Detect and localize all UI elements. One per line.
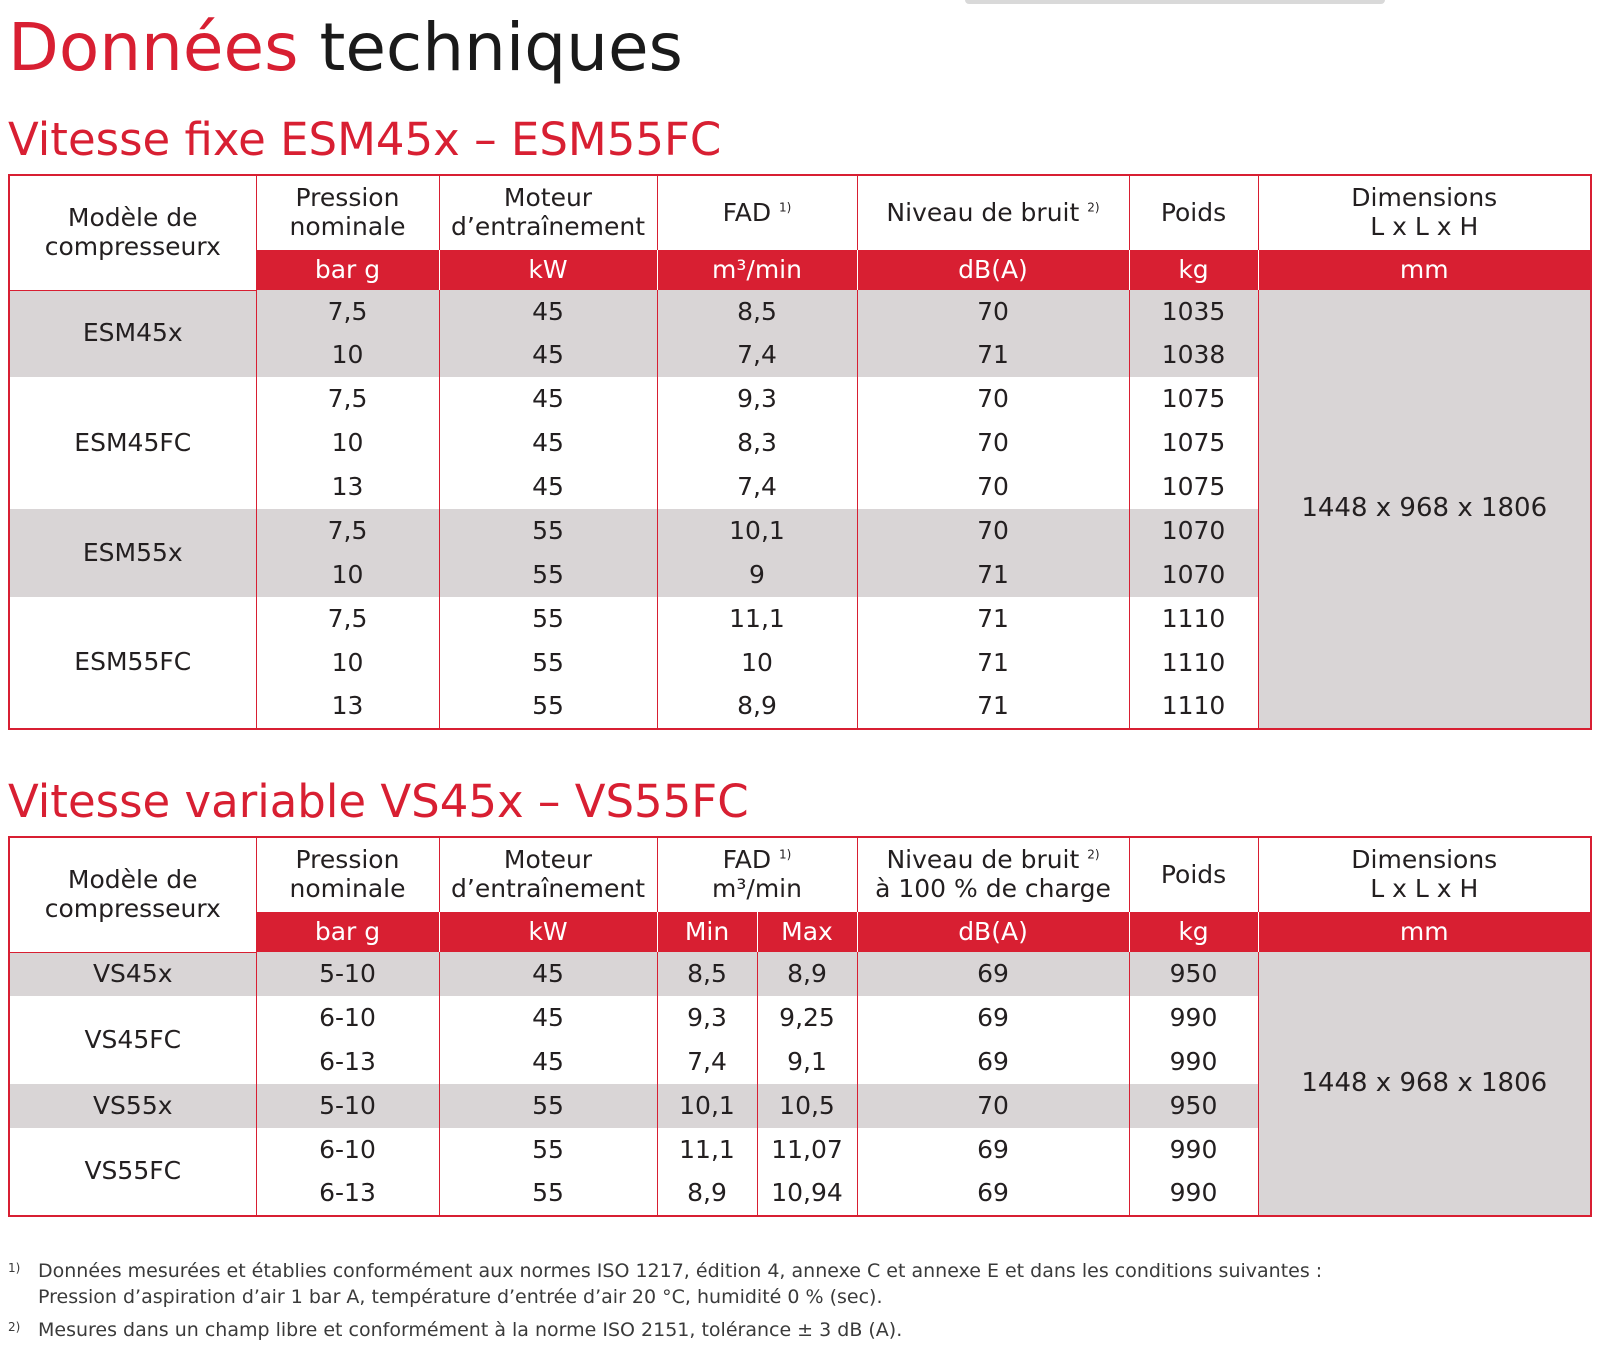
weight-cell: 1035	[1129, 290, 1258, 334]
noise-cell: 69	[857, 1172, 1129, 1216]
weight-cell: 990	[1129, 1128, 1258, 1172]
weight-cell: 1075	[1129, 465, 1258, 509]
footnote-2-line1: Mesures dans un champ libre et conformément à la norme ISO 2151, tolérance ± 3 dB (A).	[38, 1319, 903, 1341]
pressure-cell: 13	[256, 685, 439, 729]
noise-cell: 71	[857, 597, 1129, 641]
noise-cell: 70	[857, 509, 1129, 553]
fad-max-cell: 10,94	[757, 1172, 857, 1216]
pressure-cell: 6-13	[256, 1172, 439, 1216]
pressure-cell: 7,5	[256, 290, 439, 334]
footnotes	[8, 1258, 1588, 1350]
weight-cell: 1110	[1129, 685, 1258, 729]
pressure-cell: 5-10	[256, 1084, 439, 1128]
unit-weight: kg	[1129, 912, 1258, 952]
page-title-part1: Données	[8, 9, 299, 86]
unit-weight: kg	[1129, 250, 1258, 290]
header-fad-footnote-mark: 1)	[779, 200, 792, 215]
unit-fad-min: Min	[657, 912, 757, 952]
fad-max-cell: 10,5	[757, 1084, 857, 1128]
header-noise-line2: à 100 % de charge	[875, 874, 1111, 903]
variable-spec-table	[8, 836, 1592, 1217]
motor-cell: 55	[439, 597, 657, 641]
fixed-header-row	[9, 175, 1591, 250]
header-noise-label: Niveau de bruit	[886, 845, 1080, 875]
header-dimensions	[1258, 837, 1591, 912]
unit-dimensions: mm	[1258, 912, 1591, 952]
pressure-cell: 7,5	[256, 509, 439, 553]
noise-cell: 70	[857, 377, 1129, 421]
fixed-section-title: Vitesse fixe ESM45x – ESM55FC	[8, 113, 722, 166]
top-decoration-line	[965, 0, 1385, 4]
model-cell: VS55FC	[84, 1156, 182, 1186]
header-noise-footnote-mark: 2)	[1087, 847, 1100, 862]
fad-min-cell: 8,5	[657, 952, 757, 996]
header-fad	[657, 175, 857, 250]
pressure-cell: 7,5	[256, 377, 439, 421]
unit-fad-max: Max	[757, 912, 857, 952]
footnote-1-line2: Pression d’aspiration d’air 1 bar A, température d’entrée d’air 20 °C, humidité 0 % (sec).	[38, 1286, 883, 1308]
motor-cell: 55	[439, 1128, 657, 1172]
footnote-1	[8, 1258, 1588, 1310]
weight-cell: 1070	[1129, 509, 1258, 553]
weight-cell: 990	[1129, 1172, 1258, 1216]
model-cell: ESM45x	[9, 290, 256, 377]
motor-cell: 55	[439, 1084, 657, 1128]
fad-cell: 8,5	[657, 290, 857, 334]
pressure-cell: 5-10	[256, 952, 439, 996]
fad-cell: 7,4	[657, 465, 857, 509]
fad-max-cell: 8,9	[757, 952, 857, 996]
header-fad-label: FAD	[722, 197, 772, 227]
noise-cell: 71	[857, 641, 1129, 685]
fad-min-cell: 8,9	[657, 1172, 757, 1216]
fad-cell: 10,1	[657, 509, 857, 553]
unit-motor: kW	[439, 912, 657, 952]
header-motor: Moteur d’entraînement	[439, 175, 657, 250]
noise-cell: 69	[857, 952, 1129, 996]
header-model: Modèle de compresseurx	[9, 837, 256, 952]
unit-noise: dB(A)	[857, 250, 1129, 290]
pressure-cell: 6-13	[256, 1040, 439, 1084]
weight-cell: 950	[1129, 1084, 1258, 1128]
fad-min-cell: 9,3	[657, 996, 757, 1040]
unit-dimensions: mm	[1258, 250, 1591, 290]
header-model: Modèle de compresseurx	[9, 175, 256, 290]
motor-cell: 45	[439, 334, 657, 377]
header-dimensions	[1258, 175, 1591, 250]
fad-min-cell: 7,4	[657, 1040, 757, 1084]
model-cell: ESM55FC	[74, 647, 192, 677]
fad-min-cell: 11,1	[657, 1128, 757, 1172]
fixed-spec-table	[8, 174, 1592, 730]
variable-section-title: Vitesse variable VS45x – VS55FC	[8, 775, 749, 828]
header-noise	[857, 175, 1129, 250]
fad-max-cell: 9,25	[757, 996, 857, 1040]
pressure-cell: 10	[256, 334, 439, 377]
header-dimensions-line2: L x L x H	[1370, 212, 1479, 241]
unit-pressure: bar g	[256, 912, 439, 952]
noise-cell: 70	[857, 290, 1129, 334]
noise-cell: 71	[857, 685, 1129, 729]
fad-max-cell: 9,1	[757, 1040, 857, 1084]
header-fad-label: FAD	[722, 845, 772, 875]
model-cell: VS55x	[9, 1084, 256, 1128]
weight-cell: 1038	[1129, 334, 1258, 377]
unit-motor: kW	[439, 250, 657, 290]
model-cell: VS45x	[9, 952, 256, 996]
motor-cell: 45	[439, 421, 657, 465]
motor-cell: 55	[439, 685, 657, 729]
header-noise	[857, 837, 1129, 912]
header-noise-label: Niveau de bruit	[886, 197, 1080, 227]
header-noise-footnote-mark: 2)	[1087, 200, 1100, 215]
pressure-cell: 6-10	[256, 1128, 439, 1172]
pressure-cell: 10	[256, 641, 439, 685]
variable-header-row	[9, 837, 1591, 912]
unit-noise: dB(A)	[857, 912, 1129, 952]
motor-cell: 45	[439, 952, 657, 996]
fad-min-cell: 10,1	[657, 1084, 757, 1128]
header-motor: Moteur d’entraînement	[439, 837, 657, 912]
header-weight: Poids	[1129, 837, 1258, 912]
fad-cell: 10	[657, 641, 857, 685]
footnote-2	[8, 1317, 1588, 1343]
model-cell: VS45FC	[84, 1024, 182, 1054]
motor-cell: 55	[439, 1172, 657, 1216]
weight-cell: 1070	[1129, 553, 1258, 597]
model-cell: ESM55x	[9, 509, 256, 597]
noise-cell: 71	[857, 553, 1129, 597]
header-fad-unit: m³/min	[712, 874, 802, 903]
noise-cell: 70	[857, 421, 1129, 465]
unit-fad: m³/min	[657, 250, 857, 290]
header-pressure: Pression nominale	[256, 837, 439, 912]
unit-pressure: bar g	[256, 250, 439, 290]
footnote-2-mark: 2)	[8, 1320, 21, 1334]
header-dimensions-line2: L x L x H	[1370, 874, 1479, 903]
weight-cell: 1075	[1129, 421, 1258, 465]
noise-cell: 69	[857, 996, 1129, 1040]
motor-cell: 55	[439, 641, 657, 685]
pressure-cell: 10	[256, 421, 439, 465]
header-pressure: Pression nominale	[256, 175, 439, 250]
motor-cell: 45	[439, 465, 657, 509]
page-title-part2: techniques	[319, 9, 683, 86]
weight-cell: 1110	[1129, 641, 1258, 685]
weight-cell: 1075	[1129, 377, 1258, 421]
fad-cell: 7,4	[657, 334, 857, 377]
noise-cell: 71	[857, 334, 1129, 377]
dimensions-cell: 1448 x 968 x 1806	[1258, 290, 1591, 729]
fad-max-cell: 11,07	[757, 1128, 857, 1172]
weight-cell: 1110	[1129, 597, 1258, 641]
model-cell: ESM45FC	[74, 427, 192, 457]
fad-cell: 9	[657, 553, 857, 597]
pressure-cell: 13	[256, 465, 439, 509]
motor-cell: 45	[439, 1040, 657, 1084]
weight-cell: 950	[1129, 952, 1258, 996]
page-title	[8, 8, 683, 88]
noise-cell: 69	[857, 1128, 1129, 1172]
motor-cell: 45	[439, 290, 657, 334]
fad-cell: 11,1	[657, 597, 857, 641]
pressure-cell: 6-10	[256, 996, 439, 1040]
noise-cell: 69	[857, 1040, 1129, 1084]
weight-cell: 990	[1129, 1040, 1258, 1084]
motor-cell: 55	[439, 509, 657, 553]
dimensions-cell: 1448 x 968 x 1806	[1258, 952, 1591, 1216]
table-row	[9, 290, 1591, 334]
noise-cell: 70	[857, 465, 1129, 509]
weight-cell: 990	[1129, 996, 1258, 1040]
noise-cell: 70	[857, 1084, 1129, 1128]
footnote-1-line1: Données mesurées et établies conformément aux normes ISO 1217, édition 4, annexe C et annexe E et dans les conditions suivantes :	[38, 1260, 1323, 1282]
table-row	[9, 952, 1591, 996]
header-fad	[657, 837, 857, 912]
fad-cell: 8,9	[657, 685, 857, 729]
fad-cell: 8,3	[657, 421, 857, 465]
header-fad-footnote-mark: 1)	[779, 847, 792, 862]
header-dimensions-line1: Dimensions	[1351, 845, 1498, 875]
fad-cell: 9,3	[657, 377, 857, 421]
motor-cell: 55	[439, 553, 657, 597]
pressure-cell: 10	[256, 553, 439, 597]
motor-cell: 45	[439, 996, 657, 1040]
header-dimensions-line1: Dimensions	[1351, 183, 1498, 213]
header-weight: Poids	[1129, 175, 1258, 250]
footnote-1-mark: 1)	[8, 1261, 21, 1275]
motor-cell: 45	[439, 377, 657, 421]
pressure-cell: 7,5	[256, 597, 439, 641]
